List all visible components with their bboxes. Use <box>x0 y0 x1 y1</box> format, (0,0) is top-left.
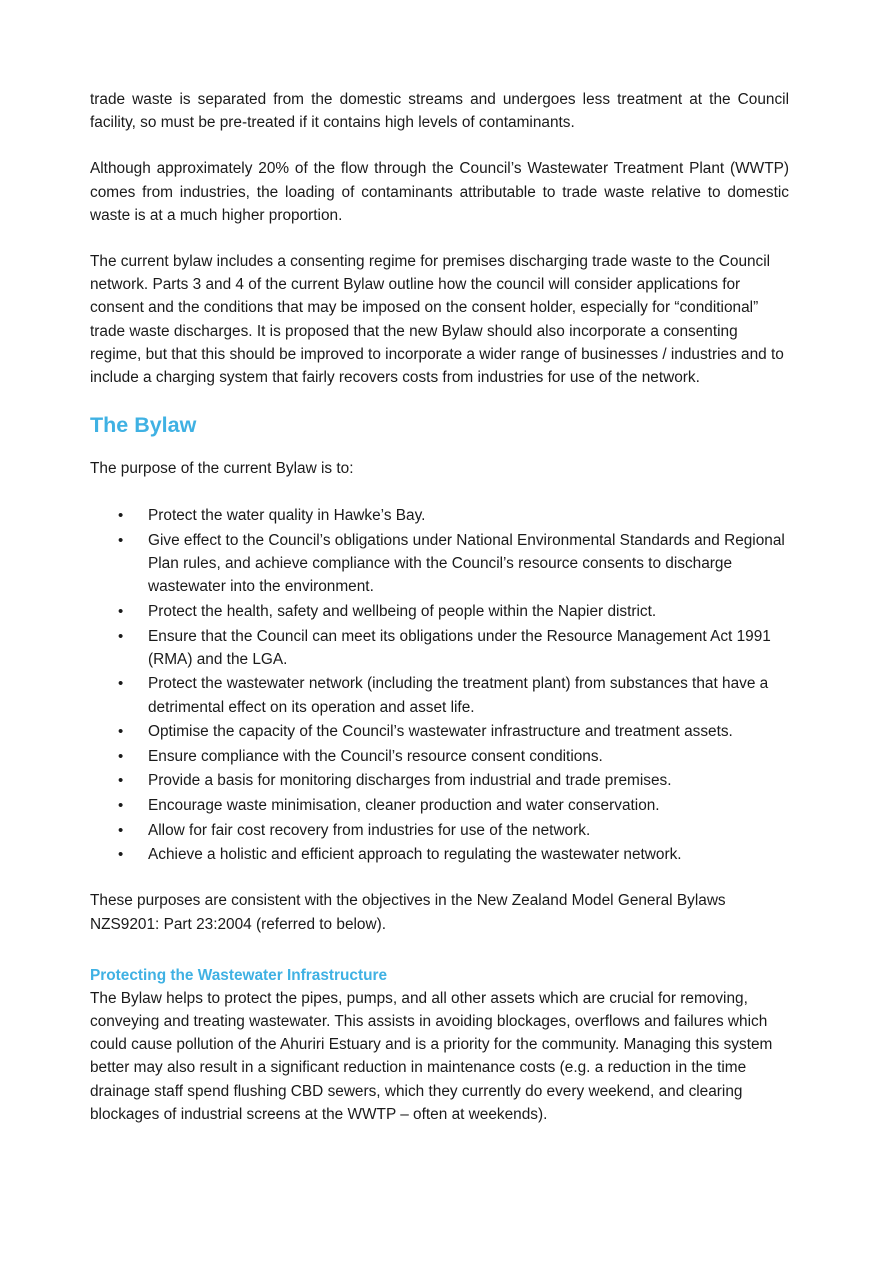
bullet-icon: • <box>118 507 124 525</box>
list-item-text: Ensure compliance with the Council’s resource consent conditions. <box>148 747 603 765</box>
bullet-icon: • <box>118 603 124 621</box>
bullet-icon: • <box>118 675 124 693</box>
list-item <box>90 672 789 718</box>
list-item <box>90 504 789 527</box>
paragraph-consenting-regime: The current bylaw includes a consenting regime for premises discharging trade waste to the Council network. Parts 3 and 4 of the current Bylaw outline how the council will consider applications for consent and the conditions that may be imposed on the consent holder, especially for “conditional” trade waste discharges. It is proposed that the new Bylaw should also incorporate a consenting regime, but that this should be improved to incorporate a wider range of businesses / industries and to include a charging system that fairly recovers costs from industries for use of the network. <box>90 253 784 387</box>
list-item-text: Optimise the capacity of the Council’s wastewater infrastructure and treatment assets. <box>148 723 733 741</box>
list-item-text: Protect the health, safety and wellbeing of people within the Napier district. <box>148 603 657 621</box>
paragraph-wwtp-flow: Although approximately 20% of the flow through the Council’s Wastewater Treatment Plant (WWTP) comes from industries, the loading of contaminants attributable to trade waste relative to domestic waste is at a much higher proportion. <box>90 160 789 224</box>
bullet-icon: • <box>118 772 124 790</box>
list-item-text: Give effect to the Council’s obligations under National Environmental Standards and Regional Plan rules, and achieve compliance with the Council’s resource consents to discharge wastewater into the environment. <box>148 532 785 596</box>
bullet-icon: • <box>118 747 124 765</box>
bullet-icon: • <box>118 627 124 645</box>
list-item <box>90 625 789 671</box>
list-item-text: Ensure that the Council can meet its obligations under the Resource Management Act 1991 (RMA) and the LGA. <box>148 627 771 668</box>
purpose-list <box>90 504 789 866</box>
list-item-text: Protect the wastewater network (including the treatment plant) from substances that have a detrimental effect on its operation and asset life. <box>148 675 769 716</box>
bullet-icon: • <box>118 532 124 550</box>
list-item-text: Protect the water quality in Hawke’s Bay. <box>148 507 426 525</box>
paragraph-trade-waste: trade waste is separated from the domestic streams and undergoes less treatment at the Council facility, so must be pre-treated if it contains high levels of contaminants. <box>90 91 789 132</box>
subsection-body: The Bylaw helps to protect the pipes, pumps, and all other assets which are crucial for removing, conveying and treating wastewater. This assists in avoiding blockages, overflows and failures which could cause pollution of the Ahuriri Estuary and is a priority for the community. Managing this system better may also result in a significant reduction in maintenance costs (e.g. a reduction in the time drainage staff spend flushing CBD sewers, which they currently do every weekend, and clearing blockages of industrial screens at the WWTP – often at weekends). <box>90 989 773 1123</box>
bullet-icon: • <box>118 723 124 741</box>
list-item <box>90 843 789 866</box>
list-item <box>90 794 789 817</box>
list-item <box>90 529 789 599</box>
list-item <box>90 819 789 842</box>
section-closing: These purposes are consistent with the objectives in the New Zealand Model General Bylaws NZS9201: Part 23:2004 (referred to below). <box>90 892 726 933</box>
section-intro: The purpose of the current Bylaw is to: <box>90 460 354 478</box>
list-item <box>90 745 789 768</box>
list-item-text: Allow for fair cost recovery from industries for use of the network. <box>148 821 591 839</box>
section-heading: The Bylaw <box>90 413 197 438</box>
list-item-text: Encourage waste minimisation, cleaner production and water conservation. <box>148 797 660 814</box>
bullet-icon: • <box>118 821 124 839</box>
list-item <box>90 600 789 623</box>
list-item-text: Provide a basis for monitoring discharges from industrial and trade premises. <box>148 772 672 790</box>
bullet-icon: • <box>118 846 124 864</box>
subsection-heading: Protecting the Wastewater Infrastructure <box>90 966 388 984</box>
list-item <box>90 720 789 743</box>
list-item-text: Achieve a holistic and efficient approach to regulating the wastewater network. <box>148 846 682 864</box>
bullet-icon: • <box>118 797 124 814</box>
list-item <box>90 769 789 792</box>
